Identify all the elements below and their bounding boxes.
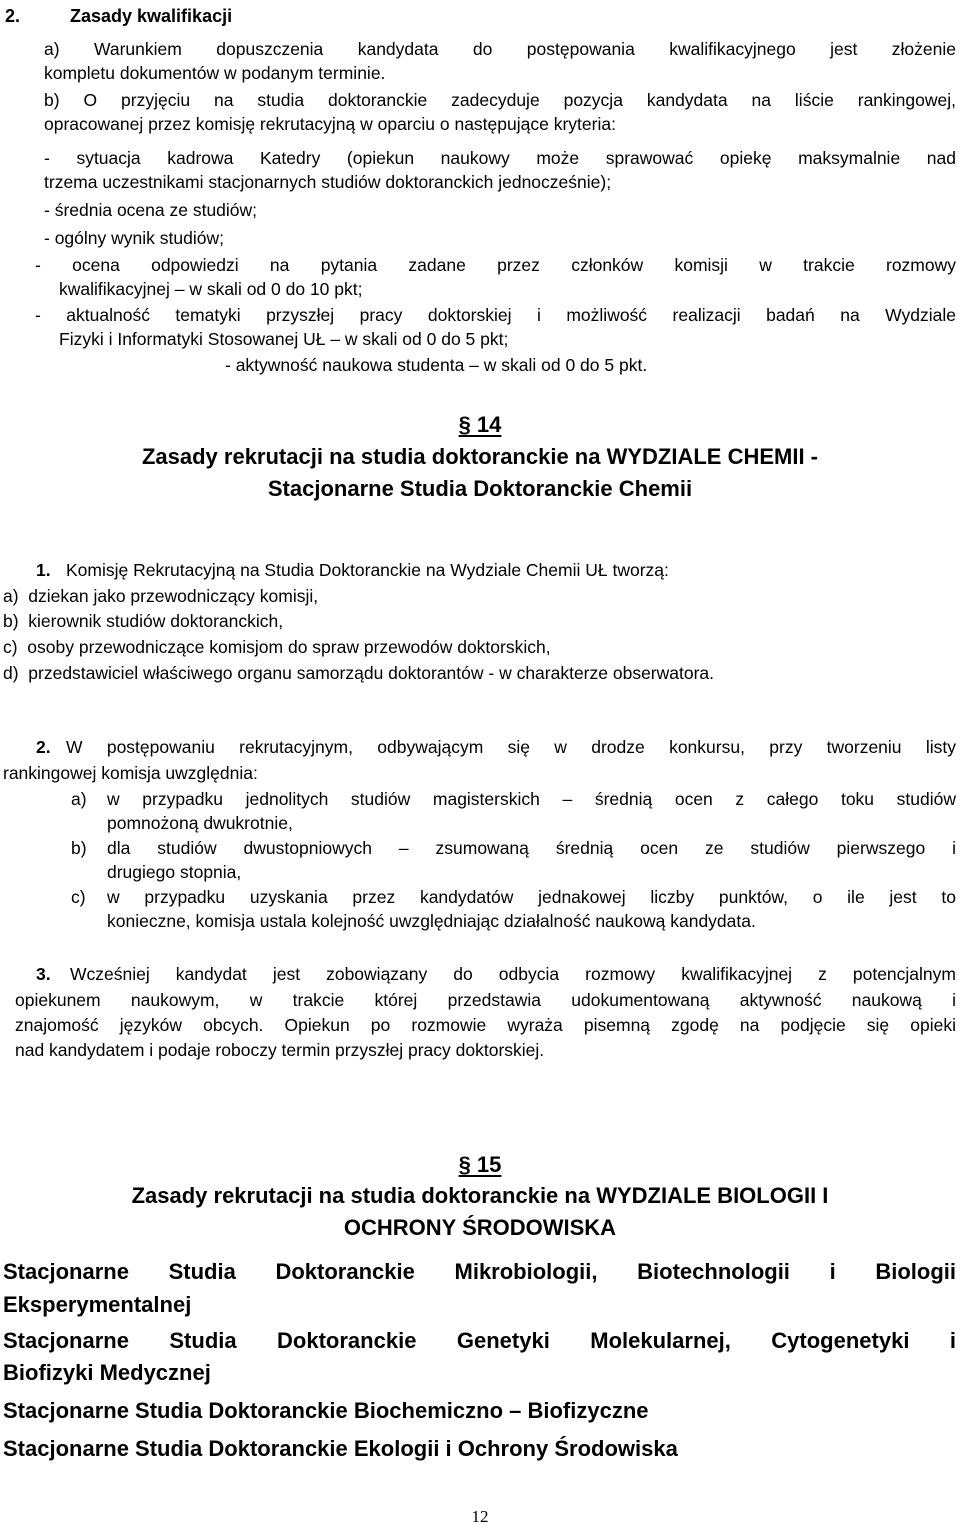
criterion-6: - aktywność naukowa studenta – w skali od 0 do 5 pkt. (225, 355, 648, 375)
section-14-title-line-1: Zasady rekrutacji na studia doktoranckie na WYDZIALE CHEMII - (141, 444, 819, 469)
s14-point-2-c-line-2: konieczne, komisja ustala kolejność uwzględniając działalność naukową kandydata. (107, 911, 756, 931)
section-15-title-line-2: OCHRONY ŚRODOWISKA (343, 1215, 617, 1240)
s14-point-2-a-line-1: w przypadku jednolitych studiów magisterskich – średnią ocen z całego toku studiów (107, 789, 956, 809)
criterion-1-line-1: - sytuacja kadrowa Katedry (opiekun naukowy może sprawować opiekę maksymalnie nad (44, 148, 956, 168)
section-14-number (0, 411, 960, 439)
s14-point-2-a-marker: a) (71, 789, 87, 809)
s14-point-1-number: 1. (36, 560, 51, 580)
criterion-1-line-2: trzema uczestnikami stacjonarnych studiów doktoranckich jednocześnie); (44, 172, 612, 192)
s14-point-2-b-line-2: drugiego stopnia, (107, 862, 242, 882)
criterion-5-line-2: Fizyki i Informatyki Stosowanej UŁ – w skali od 0 do 5 pkt; (59, 329, 509, 349)
para-a-line-2: kompletu dokumentów w podanym terminie. (44, 63, 386, 83)
section-2-number: 2. (5, 6, 21, 26)
s14-point-3-number: 3. (36, 964, 51, 984)
s15-study-4: Stacjonarne Studia Doktoranckie Ekologii i Ochrony Środowiska (3, 1436, 678, 1461)
s15-study-1-line-2: Eksperymentalnej (3, 1292, 192, 1317)
section-14-number-text: § 14 (458, 412, 502, 437)
s14-point-1-b: b) kierownik studiów doktoranckich, (3, 611, 284, 631)
s15-study-2-line-1: Stacjonarne Studia Doktoranckie Genetyki Molekularnej, Cytogenetyki i (3, 1328, 956, 1353)
s14-point-1-text: Komisję Rekrutacyjną na Studia Doktoranckie na Wydziale Chemii UŁ tworzą: (66, 560, 669, 580)
page-number: 12 (471, 1507, 489, 1526)
s14-point-2-line-1: W postępowaniu rekrutacyjnym, odbywającym się w drodze konkursu, przy tworzeniu listy (66, 737, 956, 757)
criterion-2: - średnia ocena ze studiów; (44, 200, 258, 220)
section-15-number (0, 1151, 960, 1179)
criterion-5-line-1: - aktualność tematyki przyszłej pracy doktorskiej i możliwość realizacji badań na Wydziale (35, 305, 956, 325)
section-15-title-line-1: Zasady rekrutacji na studia doktoranckie na WYDZIALE BIOLOGII I (131, 1183, 829, 1208)
s14-point-1-c: c) osoby przewodniczące komisjom do spraw przewodów doktorskich, (3, 637, 551, 657)
s14-point-2-line-2: rankingowej komisja uwzględnia: (3, 763, 258, 783)
s14-point-3-line-2: opiekunem naukowym, w trakcie której przedstawia udokumentowaną aktywność naukową i (15, 990, 956, 1010)
para-b-line-1: b) O przyjęciu na studia doktoranckie zadecyduje pozycja kandydata na liście rankingowej, (44, 90, 956, 110)
s14-point-2-a-line-2: pomnożoną dwukrotnie, (107, 813, 293, 833)
s15-study-3: Stacjonarne Studia Doktoranckie Biochemiczno – Biofizyczne (3, 1398, 649, 1423)
section-15-number-text: § 15 (458, 1152, 502, 1177)
para-a-line-1: a) Warunkiem dopuszczenia kandydata do postępowania kwalifikacyjnego jest złożenie (44, 39, 956, 59)
section-14-title-line-2: Stacjonarne Studia Doktoranckie Chemii (267, 476, 693, 501)
section-2-heading: Zasady kwalifikacji (70, 6, 233, 26)
s14-point-1-d: d) przedstawiciel właściwego organu samorządu doktorantów - w charakterze obserwatora. (3, 663, 715, 683)
s14-point-2-b-line-1: dla studiów dwustopniowych – zsumowaną średnią ocen ze studiów pierwszego i (107, 838, 956, 858)
s14-point-2-number: 2. (36, 737, 51, 757)
s14-point-3-line-4: nad kandydatem i podaje roboczy termin przyszłej pracy doktorskiej. (15, 1040, 545, 1060)
s15-study-1-line-1: Stacjonarne Studia Doktoranckie Mikrobiologii, Biotechnologii i Biologii (3, 1259, 956, 1284)
s14-point-2-c-marker: c) (71, 887, 86, 907)
s14-point-3-line-3: znajomość języków obcych. Opiekun po rozmowie wyraża pisemną zgodę na podjęcie się opieki (15, 1015, 956, 1035)
s14-point-1-a: a) dziekan jako przewodniczący komisji, (3, 586, 319, 606)
criterion-3: - ogólny wynik studiów; (44, 228, 224, 248)
para-b-line-2: opracowanej przez komisję rekrutacyjną w oparciu o następujące kryteria: (44, 114, 616, 134)
s14-point-2-b-marker: b) (71, 838, 87, 858)
criterion-4-line-2: kwalifikacyjnej – w skali od 0 do 10 pkt; (59, 279, 363, 299)
s14-point-3-line-1: Wcześniej kandydat jest zobowiązany do odbycia rozmowy kwalifikacyjnej z potencjalnym (70, 964, 956, 984)
s15-study-2-line-2: Biofizyki Medycznej (3, 1360, 211, 1385)
s14-point-2-c-line-1: w przypadku uzyskania przez kandydatów jednakowej liczby punktów, o ile jest to (107, 887, 956, 907)
criterion-4-line-1: - ocena odpowiedzi na pytania zadane przez członków komisji w trakcie rozmowy (35, 255, 956, 275)
